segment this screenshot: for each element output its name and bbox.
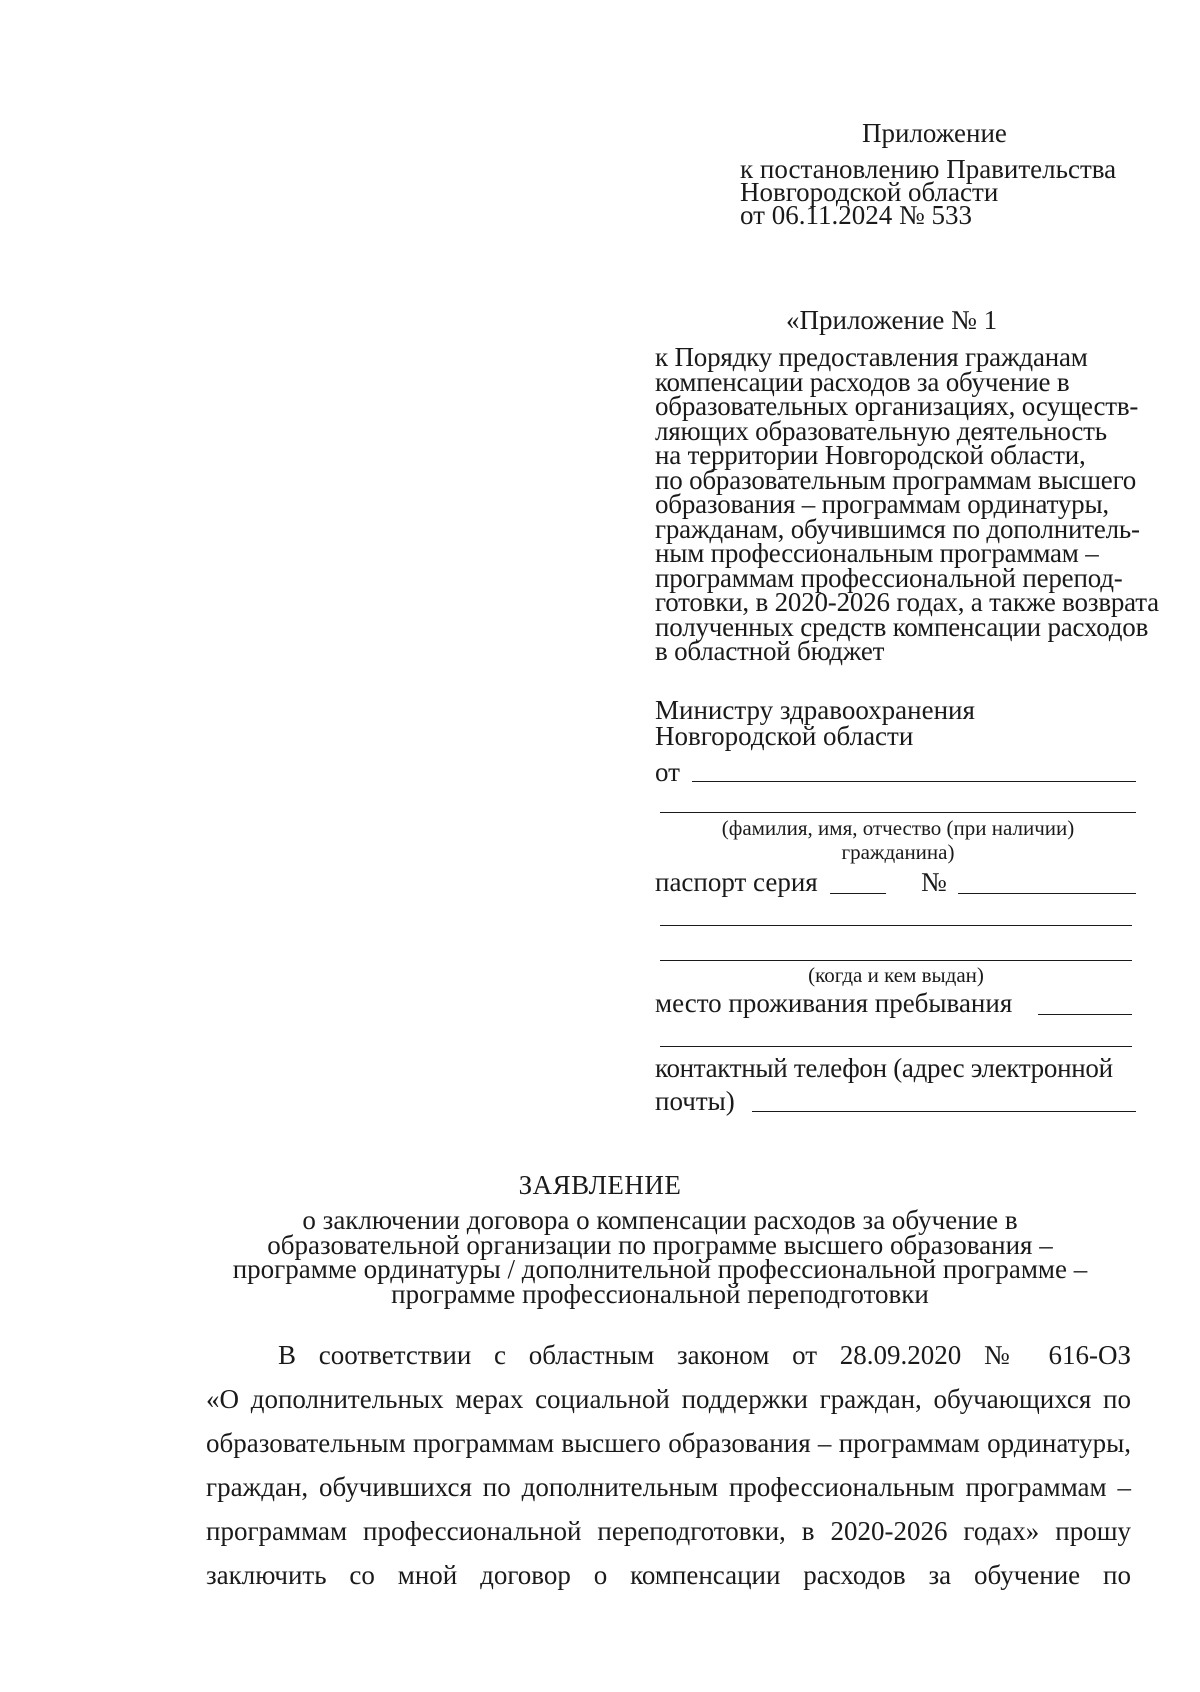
statement-body-line: образовательным программам высшего образования – программам ординатуры, xyxy=(206,1428,1131,1458)
statement-subtitle xyxy=(200,1205,1120,1309)
contact-field[interactable] xyxy=(752,1111,1136,1112)
statement-body-line: «О дополнительных мерах социальной поддержки граждан, обучающихся по xyxy=(206,1384,1131,1414)
statement-subtitle-line: программе профессиональной переподготовки xyxy=(391,1278,929,1309)
passport-number-field[interactable] xyxy=(958,893,1136,894)
addressee xyxy=(655,697,975,749)
passport-issued-field-continued[interactable] xyxy=(660,960,1132,961)
statement-subtitle-line: программе ординатуры / дополнительной профессиональной программе – xyxy=(232,1254,1088,1284)
statement-subtitle-line: о заключении договора о компенсации расходов за обучение в xyxy=(302,1205,1018,1235)
statement-body-line: программам профессиональной переподготовки, в 2020-2026 годах» прошу xyxy=(206,1516,1131,1546)
appendix-1-line: по образовательным программам высшего xyxy=(655,464,1137,495)
applicant-name-field[interactable] xyxy=(692,781,1136,782)
appendix-1-line: полученных средств компенсации расходов xyxy=(655,611,1149,642)
statement-subtitle-line: образовательной организации по программе высшего образования – xyxy=(267,1229,1053,1260)
contact-label: контактный телефон (адрес электронной xyxy=(655,1053,1113,1083)
appendix-reference-line: к постановлению Правительства xyxy=(740,154,1117,184)
addressee-line: Министру здравоохранения xyxy=(655,695,975,725)
passport-series-label: паспорт серия xyxy=(655,867,818,897)
addressee-line: Новгородской области xyxy=(655,721,914,751)
appendix-1-line: программам профессиональной перепод- xyxy=(655,562,1123,593)
appendix-1-reference xyxy=(655,342,1159,666)
applicant-name-field-continued[interactable] xyxy=(660,812,1136,813)
statement-body xyxy=(206,1333,1131,1597)
appendix-1-line: готовки, в 2020-2026 годах, а также возврата xyxy=(655,587,1159,617)
appendix-1-line: ляющих образовательную деятельность xyxy=(655,415,1107,446)
issued-caption: (когда и кем выдан) xyxy=(808,963,984,987)
appendix-1-line: образовательных организациях, осуществ- xyxy=(655,391,1139,421)
statement-body-line: В соответствии с областным законом от 28.09.2020 № 616-ОЗ xyxy=(278,1340,1131,1370)
appendix-1-line: на территории Новгородской области, xyxy=(655,440,1086,470)
appendix-1-line: ным профессиональным программам – xyxy=(655,538,1099,568)
appendix-1-line: в областной бюджет xyxy=(655,636,885,666)
appendix-1-title: «Приложение № 1 xyxy=(786,305,998,335)
contact-label-continued: почты) xyxy=(655,1086,735,1116)
residence-label: место проживания пребывания xyxy=(655,988,1013,1018)
appendix-title: Приложение xyxy=(862,118,1007,148)
passport-issued-field[interactable] xyxy=(660,925,1132,926)
appendix-reference-line: Новгородской области xyxy=(740,177,999,207)
appendix-reference xyxy=(740,154,1117,230)
residence-field[interactable] xyxy=(1038,1014,1132,1015)
statement-heading: ЗАЯВЛЕНИЕ xyxy=(518,1170,682,1200)
fio-caption-line: (фамилия, имя, отчество (при наличии) xyxy=(721,816,1075,840)
passport-number-label: № xyxy=(921,867,947,897)
from-label: от xyxy=(655,757,680,787)
appendix-1-line: образования – программам ординатуры, xyxy=(655,489,1109,519)
fio-caption-line: гражданина) xyxy=(841,840,955,864)
residence-field-continued[interactable] xyxy=(660,1046,1132,1047)
passport-series-field[interactable] xyxy=(830,893,886,894)
appendix-reference-line: от 06.11.2024 № 533 xyxy=(740,200,972,230)
statement-body-line: заключить со мной договор о компенсации расходов за обучение по xyxy=(206,1560,1131,1590)
appendix-1-line: гражданам, обучившимся по дополнитель- xyxy=(655,513,1140,544)
statement-body-line: граждан, обучившихся по дополнительным профессиональным программам – xyxy=(206,1472,1131,1502)
appendix-1-line: к Порядку предоставления гражданам xyxy=(655,342,1088,372)
appendix-1-line: компенсации расходов за обучение в xyxy=(655,366,1070,397)
